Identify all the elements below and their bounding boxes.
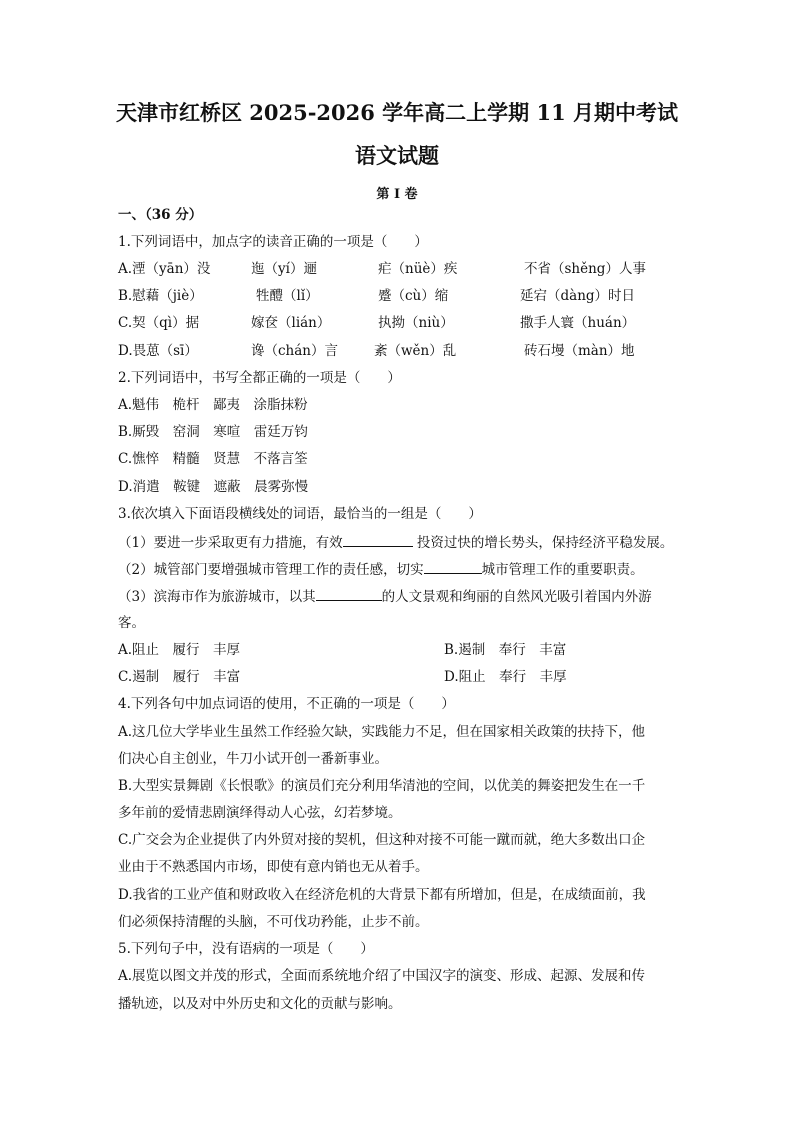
q1-option-b-3: 蹙（cù）缩 <box>378 288 449 304</box>
q3-option-b: B.遏制 奉行 丰富 <box>444 642 567 658</box>
q4-line: 业由于不熟悉国内市场，即使有意内销也无从着手。 <box>118 859 429 875</box>
question-3-stem: 3.依次填入下面语段横线处的词语，最恰当的一组是（ ） <box>118 506 482 522</box>
q1-option-a-3: 疟（nüè）疾 <box>378 261 458 277</box>
q1-option-a-4: 不省（shěng）人事 <box>524 261 646 277</box>
section-heading: 一、（36 分） <box>118 207 203 223</box>
q1-option-b-4: 延宕（dàng）时日 <box>520 288 636 304</box>
q3-sentence-2 <box>118 560 644 579</box>
question-1-stem: 1.下列词语中，加点字的读音正确的一项是（ ） <box>118 234 428 250</box>
q2-option-d: D.消遣 鞍键 遮蔽 晨雾弥慢 <box>118 479 309 495</box>
fill-blank-2[interactable] <box>424 560 482 574</box>
q1-option-d-1: D.畏葸（sī） <box>118 343 198 359</box>
fill-blank-1[interactable] <box>343 533 413 547</box>
q4-line: B.大型实景舞剧《长恨歌》的演员们充分利用华清池的空间，以优美的舞姿把发生在一千 <box>118 778 646 794</box>
q3-sentence-3 <box>118 587 652 606</box>
exam-subject: 语文试题 <box>355 143 439 168</box>
q4-line: D.我省的工业产值和财政收入在经济危机的大背景下都有所增加，但是，在成绩面前，我 <box>118 887 646 903</box>
q2-option-b: B.厮毁 窑洞 寒喧 雷廷万钧 <box>118 424 308 440</box>
q1-option-b-2: 牲醴（lǐ） <box>256 288 319 304</box>
q5-line: 播轨迹，以及对中外历史和文化的贡献与影响。 <box>118 996 402 1012</box>
q4-line: C.广交会为企业提供了内外贸对接的契机，但这种对接不可能一蹴而就，绝大多数出口企 <box>118 832 646 848</box>
q1-option-c-3: 执拗（niù） <box>378 315 454 331</box>
q4-line: A.这几位大学毕业生虽然工作经验欠缺，实践能力不足，但在国家相关政策的扶持下，他 <box>118 724 646 740</box>
q3-option-c: C.遏制 履行 丰富 <box>118 669 241 685</box>
exam-title: 天津市红桥区 2025-2026 学年高二上学期 11 月期中考试 <box>115 100 679 125</box>
q1-option-d-4: 砖石墁（màn）地 <box>524 343 635 359</box>
q1-option-c-4: 撒手人寰（huán） <box>520 315 636 331</box>
q3-s3-part2: 的人文景观和绚丽的自然风光吸引着国内外游 <box>381 589 652 605</box>
q3-option-d: D.阻止 奉行 丰厚 <box>444 669 567 685</box>
q2-option-a: A.魁伟 桅杆 鄙夷 涂脂抹粉 <box>118 397 308 413</box>
volume-label: 第 I 卷 <box>376 187 418 202</box>
q3-s1-part2: 投资过快的增长势头，保持经济平稳发展。 <box>412 535 674 551</box>
question-2-stem: 2.下列词语中，书写全都正确的一项是（ ） <box>118 370 401 386</box>
q3-sentence-1 <box>118 533 673 552</box>
q1-option-c-1: C.契（qì）据 <box>118 315 200 331</box>
q5-line: A.展览以图文并茂的形式，全面而系统地介绍了中国汉字的演变、形成、起源、发展和传 <box>118 968 646 984</box>
q3-s2-part2: 城市管理工作的重要职责。 <box>481 562 644 578</box>
q1-option-a-1: A.湮（yān）没 <box>118 261 211 277</box>
q3-sentence-3-cont: 客。 <box>118 615 145 631</box>
q1-option-c-2: 嫁奁（lián） <box>251 315 331 331</box>
q3-s2-part1: （2）城管部门要增强城市管理工作的责任感，切实 <box>118 562 424 578</box>
q4-line: 多年前的爱情悲剧演绎得动人心弦，幻若梦境。 <box>118 805 402 821</box>
q2-option-c: C.憔悴 精髓 贤慧 不落言筌 <box>118 451 308 467</box>
question-5-stem: 5.下列句子中，没有语病的一项是（ ） <box>118 941 374 957</box>
q1-option-d-3: 紊（wěn）乱 <box>374 343 457 359</box>
q3-s3-part1: （3）滨海市作为旅游城市，以其 <box>118 589 316 605</box>
q1-option-d-2: 谗（chán）言 <box>251 343 338 359</box>
q1-option-b-1: B.慰藉（jiè） <box>118 288 203 304</box>
q4-line: 们必须保持清醒的头脑，不可伐功矜能，止步不前。 <box>118 914 429 930</box>
q4-line: 们决心自主创业，牛刀小试开创一番新事业。 <box>118 751 388 767</box>
fill-blank-3[interactable] <box>316 587 382 601</box>
q3-s1-part1: （1）要进一步采取更有力措施，有效 <box>118 535 343 551</box>
question-4-stem: 4.下列各句中加点词语的使用，不正确的一项是（ ） <box>118 696 455 712</box>
q1-option-a-2: 迤（yí）逦 <box>251 261 317 277</box>
q3-option-a: A.阻止 履行 丰厚 <box>118 642 241 658</box>
